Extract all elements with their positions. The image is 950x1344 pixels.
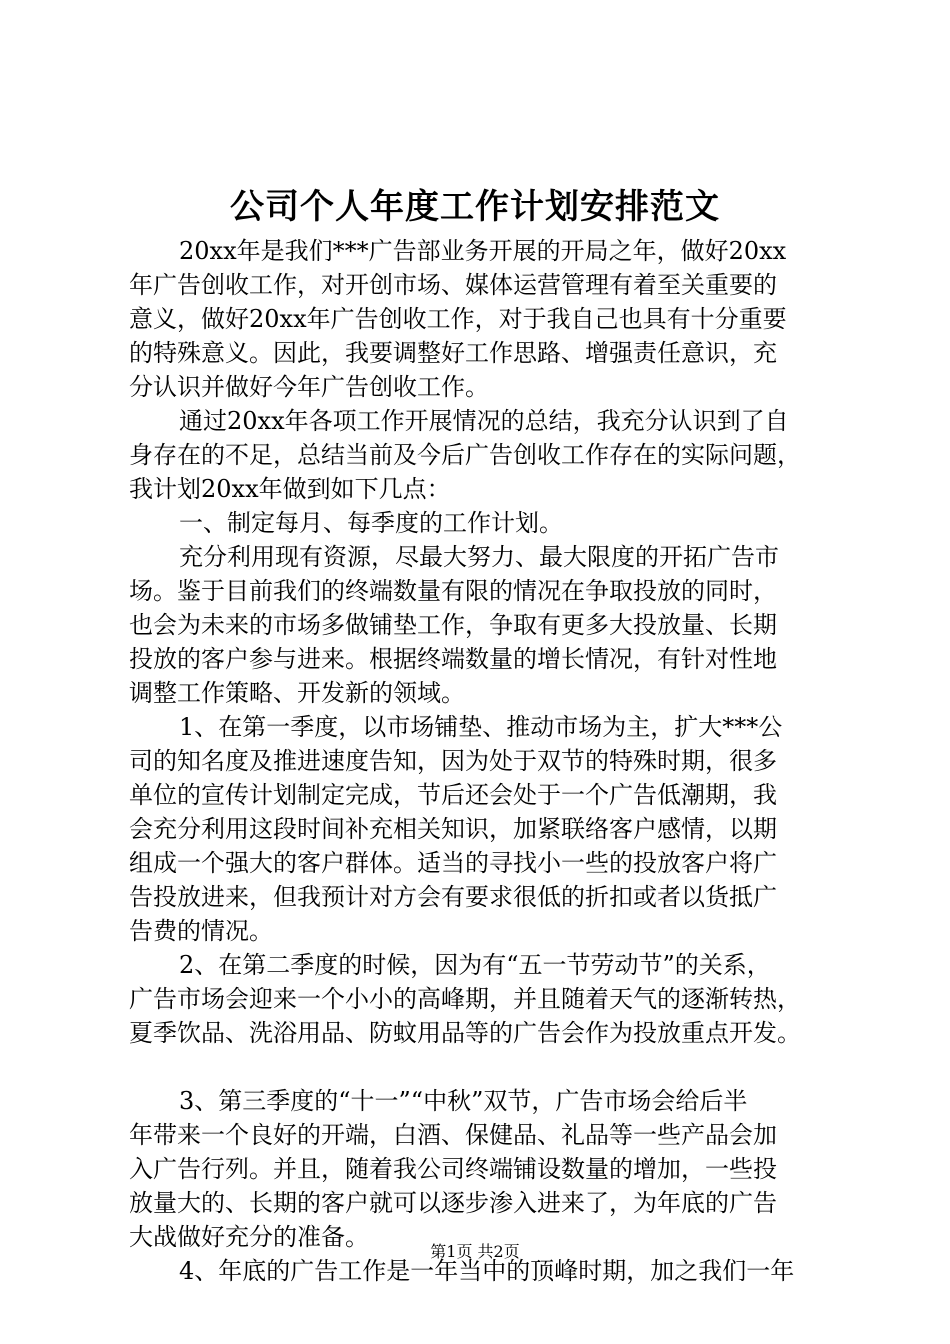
text-line: 2、在第二季度的时候，因为有“五一节劳动节”的关系， bbox=[179, 951, 771, 979]
text-line: 组成一个强大的客户群体。适当的寻找小一些的投放客户将广 bbox=[129, 849, 777, 877]
text-line: 场。鉴于目前我们的终端数量有限的情况在争取投放的同时， bbox=[129, 577, 777, 605]
text-line: 司的知名度及推进速度告知，因为处于双节的特殊时期，很多 bbox=[129, 747, 777, 775]
text-line: 通过20xx年各项工作开展情况的总结，我充分认识到了自 bbox=[179, 407, 789, 435]
text-line: 广告市场会迎来一个小小的高峰期，并且随着天气的逐渐转热， bbox=[129, 985, 801, 1013]
text-line: 身存在的不足，总结当前及今后广告创收工作存在的实际问题， bbox=[129, 441, 801, 469]
text-line: 告投放进来，但我预计对方会有要求很低的折扣或者以货抵广 bbox=[129, 883, 777, 911]
text-line: 告费的情况。 bbox=[129, 917, 273, 945]
text-line: 年带来一个良好的开端，白酒、保健品、礼品等一些产品会加 bbox=[129, 1121, 777, 1149]
text-line: 会充分利用这段时间补充相关知识，加紧联络客户感情，以期 bbox=[129, 815, 777, 843]
text-line: 3、第三季度的“十一”“中秋”双节，广告市场会给后半 bbox=[179, 1087, 748, 1115]
text-line: 也会为未来的市场多做铺垫工作，争取有更多大投放量、长期 bbox=[129, 611, 777, 639]
page-number: 第1页 共2页 bbox=[430, 1242, 520, 1261]
text-line: 夏季饮品、洗浴用品、防蚊用品等的广告会作为投放重点开发。 bbox=[129, 1019, 801, 1047]
text-line: 分认识并做好今年广告创收工作。 bbox=[129, 373, 489, 401]
text-line: 的特殊意义。因此，我要调整好工作思路、增强责任意识，充 bbox=[129, 339, 777, 367]
text-line: 4、年底的广告工作是一年当中的顶峰时期，加之我们一年 bbox=[179, 1257, 795, 1285]
text-line: 充分利用现有资源，尽最大努力、最大限度的开拓广告市 bbox=[179, 543, 779, 571]
section-heading: 一、制定每月、每季度的工作计划。 bbox=[179, 509, 563, 537]
text-line: 放量大的、长期的客户就可以逐步渗入进来了，为年底的广告 bbox=[129, 1189, 777, 1217]
text-line: 意义，做好20xx年广告创收工作，对于我自己也具有十分重要 bbox=[129, 305, 787, 333]
text-line: 大战做好充分的准备。 bbox=[129, 1223, 369, 1251]
text-line: 20xx年是我们***广告部业务开展的开局之年，做好20xx bbox=[179, 237, 787, 265]
text-line: 1、在第一季度，以市场铺垫、推动市场为主，扩大***公 bbox=[179, 713, 783, 741]
text-line: 单位的宣传计划制定完成，节后还会处于一个广告低潮期，我 bbox=[129, 781, 777, 809]
text-line: 入广告行列。并且，随着我公司终端铺设数量的增加，一些投 bbox=[129, 1155, 777, 1183]
text-line: 调整工作策略、开发新的领域。 bbox=[129, 679, 465, 707]
text-line: 我计划20xx年做到如下几点： bbox=[129, 475, 451, 503]
text-line: 年广告创收工作，对开创市场、媒体运营管理有着至关重要的 bbox=[129, 271, 777, 299]
text-line: 投放的客户参与进来。根据终端数量的增长情况，有针对性地 bbox=[129, 645, 777, 673]
document-title: 公司个人年度工作计划安排范文 bbox=[230, 187, 720, 227]
